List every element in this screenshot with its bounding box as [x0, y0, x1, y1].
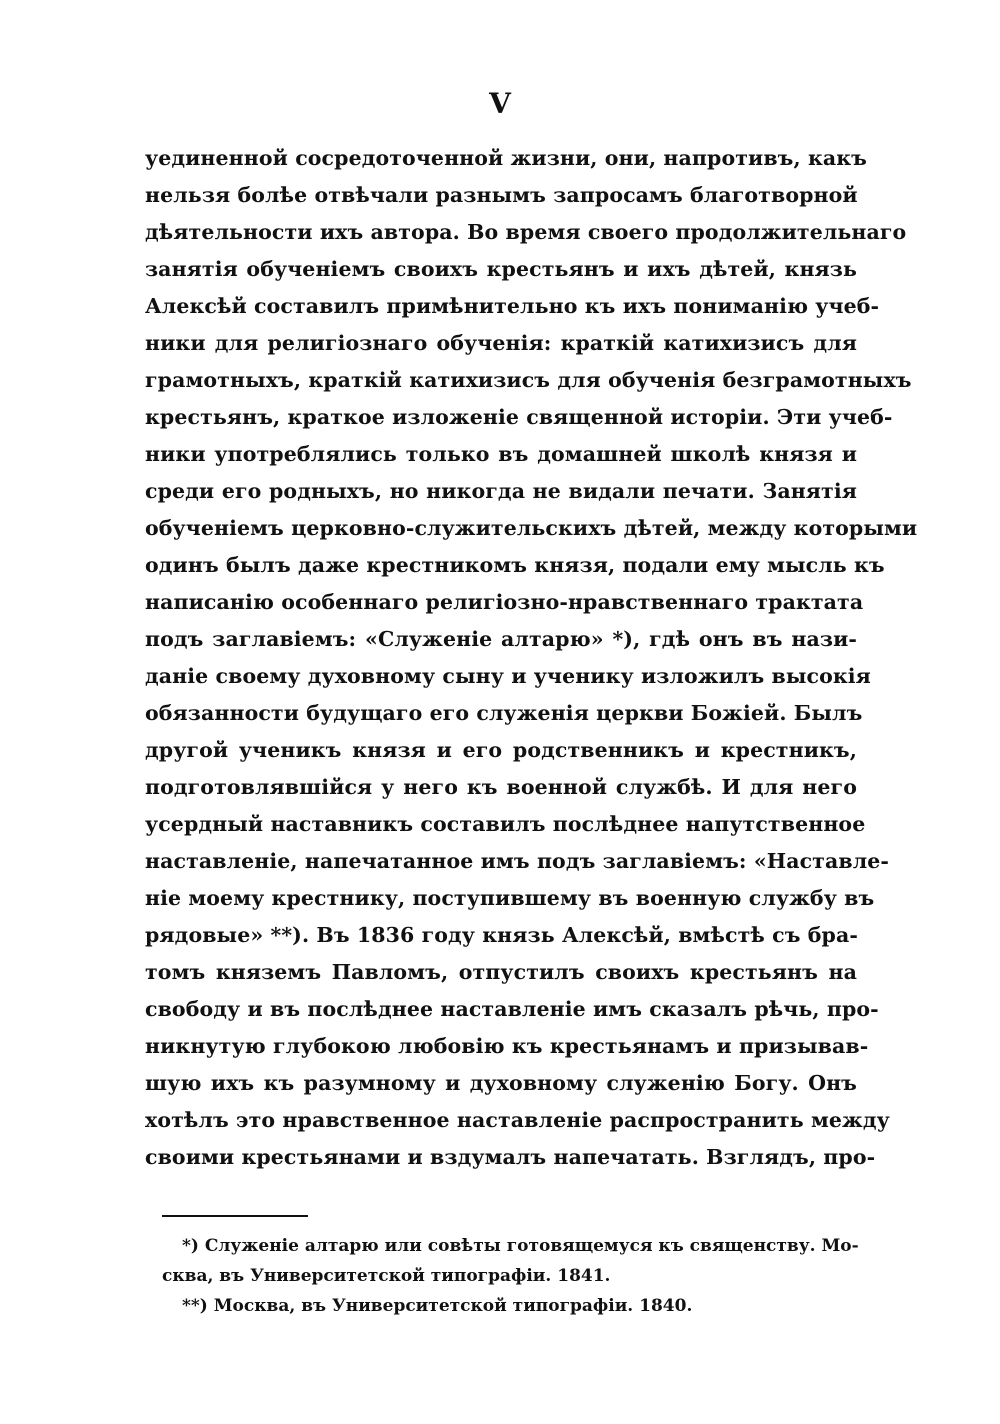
- text-line: написанію особеннаго религіозно-нравственнаго трактата: [145, 590, 864, 614]
- text-line: крестьянъ, краткое изложеніе священной исторіи. Эти учеб-: [145, 405, 893, 429]
- text-line: ники употреблялись только въ домашней школѣ князя и: [145, 442, 857, 466]
- footnote-2: **) Москва, въ Университетской типографіи. 1840.: [182, 1296, 693, 1316]
- text-line: своими крестьянами и вздумалъ напечатать. Взглядъ, про-: [145, 1145, 876, 1169]
- text-line: свободу и въ послѣднее наставленіе имъ сказалъ рѣчь, про-: [145, 997, 879, 1021]
- text-line: одинъ былъ даже крестникомъ князя, подали ему мысль къ: [145, 553, 885, 577]
- text-line: шую ихъ къ разумному и духовному служенію Богу. Онъ: [145, 1071, 857, 1095]
- text-line: занятія обученіемъ своихъ крестьянъ и ихъ дѣтей, князь: [145, 257, 857, 281]
- page-number: V: [489, 87, 511, 120]
- text-line: грамотныхъ, краткій катихизисъ для обученія безграмотныхъ: [145, 368, 912, 392]
- text-line: хотѣлъ это нравственное наставленіе распространить между: [145, 1108, 890, 1132]
- text-line: ники для религіознаго обученія: краткій катихизисъ для: [145, 331, 857, 355]
- text-line: подъ заглавіемъ: «Служеніе алтарю» *), гдѣ онъ въ нази-: [145, 627, 857, 651]
- text-line: томъ княземъ Павломъ, отпустилъ своихъ крестьянъ на: [145, 960, 857, 984]
- text-line: среди его родныхъ, но никогда не видали печати. Занятія: [145, 479, 857, 503]
- text-line: обязанности будущаго его служенія церкви Божіей. Былъ: [145, 701, 863, 725]
- text-line: дѣятельности ихъ автора. Во время своего продолжительнаго: [145, 220, 907, 244]
- text-line: нельзя болѣе отвѣчали разнымъ запросамъ благотворной: [145, 183, 858, 207]
- footnote-divider: [162, 1215, 308, 1217]
- text-line: уединенной сосредоточенной жизни, они, напротивъ, какъ: [145, 146, 867, 170]
- body-text: [145, 140, 918, 1176]
- text-line: Алексѣй составилъ примѣнительно къ ихъ пониманію учеб-: [145, 294, 880, 318]
- text-line: обученіемъ церковно-служительскихъ дѣтей, между которыми: [145, 516, 918, 540]
- footnote-1-line-2: сква, въ Университетской типографіи. 1841.: [162, 1266, 611, 1286]
- text-line: наставленіе, напечатанное имъ подъ заглавіемъ: «Наставле-: [145, 849, 890, 873]
- text-line: даніе своему духовному сыну и ученику изложилъ высокія: [145, 664, 871, 688]
- footnote-1-line-1: *) Служеніе алтарю или совѣты готовящемуся къ священству. Мо-: [182, 1236, 859, 1256]
- text-line: рядовые» **). Въ 1836 году князь Алексѣй, вмѣстѣ съ бра-: [145, 923, 858, 947]
- text-line: усердный наставникъ составилъ послѣднее напутственное: [145, 812, 866, 836]
- text-line: подготовлявшійся у него къ военной службѣ. И для него: [145, 775, 857, 799]
- text-line: ніе моему крестнику, поступившему въ военную службу въ: [145, 886, 875, 910]
- text-line: другой ученикъ князя и его родственникъ и крестникъ,: [145, 738, 857, 762]
- footnotes: [162, 1231, 857, 1321]
- text-line: никнутую глубокою любовію къ крестьянамъ и призывав-: [145, 1034, 869, 1058]
